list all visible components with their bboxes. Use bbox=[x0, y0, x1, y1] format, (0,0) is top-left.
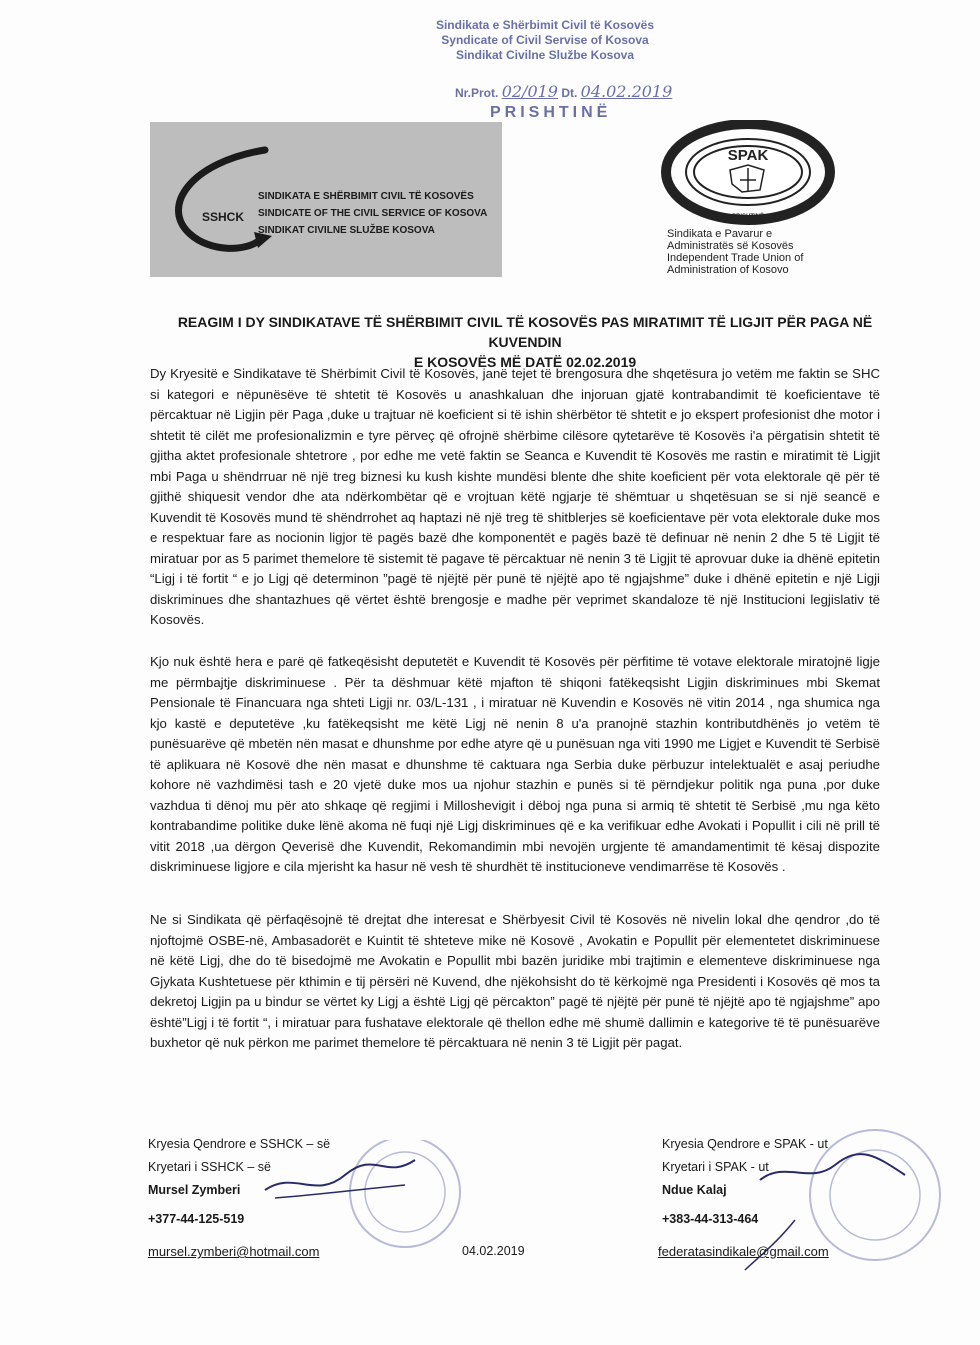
sig-right-phone: +383-44-313-464 bbox=[662, 1212, 759, 1226]
paragraph-1: Dy Kryesitë e Sindikatave të Shërbimit Civil të Kosovës, janë tejet të brengosura dhe shqetësura jo vetëm me faktin se SHC si kategori e nëpunësëve të shtetit të Kosovës u anashkaluan dhe injoruan gjatë kontrabandimit të koeficientave të përcaktuar në Ligjin për Paga ,duke u trajtuar në koeficient si të ishin shërbëtor të shtetit e jo ekspert profesionist dhe motor i shtetit të cilët me profesionalizmin e tyre përveç që ofrojnë shërbime cilësore qytetarëve të Kosovës i'a përgatisin shtetit të gjitha aktet profesionale shtetrore , por edhe me vetë faktin se Seanca e Kuvendit të Kosovës me rastin e miratimit të Ligjit mbi Paga u shëndrruar në një treg biznesi ku kush kishte mundësi blente dhe shite koeficient për vota elektorale që për të gjithë shiquesit vendor dhe ata ndërkombëtar që e vrojtuan këtë ngjarje të shëmtuar u shqetësuan se si një seancë e Kuvendit të Kosovës mund të shëndrrohet aq haptazi në një treg të shitblerjes së koeficientave për vota elektorale duke mos e respektuar fare as nocionin ligjor të pagës bazë dhe komponentët e pagës bazë të definuar në nenin 2 dhe 5 të Ligjit të miratuar por as 5 parimet themelore të sistemit të pagave të përcaktuar në nenin 3 të Ligjit të aprovuar duke ia dhënë epitetin “Ligj i të fortit “ e jo Ligj që determinon ”pagë të njëjtë për punë të njëjtë apo të ngjajshme” duke i dhënë epitetin e një Ligji diskriminues dhe shantazhues që vërtet është brengosje e madhe për veprimet skandaloze të një Institucioni legjislativ të Kosovës. bbox=[150, 366, 880, 627]
sshck-line-2: SINDICATE OF THE CIVIL SERVICE OF KOSOVA bbox=[258, 208, 488, 219]
document-date: 04.02.2019 bbox=[462, 1244, 525, 1258]
spak-caption-3: Independent Trade Union of bbox=[667, 252, 804, 264]
sshck-name-lines bbox=[258, 188, 487, 239]
protocol-number bbox=[455, 82, 672, 101]
sig-left-name: Mursel Zymberi bbox=[148, 1183, 241, 1197]
sig-right-email[interactable]: federatasindikale@gmail.com bbox=[658, 1244, 829, 1259]
spak-city: PRISHTINË bbox=[731, 214, 765, 220]
paragraph-3: Ne si Sindikata që përfaqësojnë të drejtat dhe interesat e Shërbyesit Civil të Kosovës në nivelin lokal dhe qendror ,do të njoftojmë OSBE-në, Ambasadorët e Kuintit të shteteve mike në Kosovë , Avokatin e Popullit për elementetet diskriminuese në këtë Ligj, dhe do të bisedojmë me Avokatin e Popullit mbi bazën juridike mbi trajtimin e elementeve diskriminuese nga Gjykata Kushtetuese për kthimin e tij përsëri në Kuvend, dhe njëkohsisht do të kërkojmë nga Presidenti i Kosovës që mos ta dekretoj Ligjin pa u bindur se vërtet ky Ligj a është Ligj që përcakton” pagë të njëjtë për punë të njëjtë apo të ngjajshme” apo është”Ligj i të fortit “, i miratuar para fushatave elektorale që thellon edhe më shumë dallimin e kategorive të të punësuarëve buxhetor që nuk përkon me parimet themelore të përcaktuara në nenin 3 të Ligjit për pagat. bbox=[150, 912, 880, 1050]
sig-left-line-1: Kryesia Qendrore e SSHCK – së bbox=[148, 1137, 331, 1151]
sshck-logo bbox=[150, 122, 502, 277]
paragraph-2: Kjo nuk është hera e parë që fatkeqësisht deputetët e Kuvendit të Kosovës për përfitime të votave elektorale miratojnë ligje me përmbajtje diskriminuese . Për ta dëshmuar këtë mjafton të shiqoni fatëkeqsisht Ligjin diskriminues mbi Skemat Pensionale të Financuara nga shteti Ligji nr. 03/L-131 , i miratuar në Kuvendin e Kosovës në vitin 2014 , nga shumica nga kjo kastë e deputetëve ,ku fatëkeqsisht me këtë Ligj në nenin 8 u'a pranojnë stazhin kontributdhënës jo vetëm të punësuarëve që mbetën nën masat e dhunshme por edhe atyre që u punësuan nga viti 1990 me Ligjet e Kuvendit të Serbisë të aplikuara në Kosovë dhe nën masat e dhunshme të caktuara nga Serbia duke përbuzur intelektualët e asaj periudhe kohore në vazhdimësi tash e 20 vjetë duke mos ua njohur stazhin e punës si të përndjekur politik nga puna ,por duke vazhdua ti dënoj mu për ato shkaqe që regjimi i Milloshevigit i dëboj nga puna si armiq të shtetit të Serbisë ,mu nga këto kontrabandime politike duke lënë akoma në fuqi një Ligj diskriminues që e ka verifikuar edhe Avokati i Popullit i cili në prill të vitit 2018 ,ua dërgon Qeverisë dhe Kuvendit, Rekomandimin mbi nevojën urgjente të amandamentimit të kësaj dispozite diskriminuese ligjore e cila mjerisht ka hasur në vesh të shurdhët të institucioneve vendimarrëse të Kosovës . bbox=[150, 654, 880, 874]
spak-caption-1: Sindikata e Pavarur e bbox=[667, 228, 773, 240]
date-label: Dt. bbox=[561, 86, 578, 100]
sig-right-name: Ndue Kalaj bbox=[662, 1183, 727, 1197]
sig-left-phone: +377-44-125-519 bbox=[148, 1212, 245, 1226]
sig-right-line-2: Kryetari i SPAK - ut bbox=[662, 1160, 769, 1174]
stamp-line-1: Sindikata e Shërbimit Civil të Kosovës bbox=[435, 18, 655, 32]
sshck-line-3: SINDIKAT CIVILNE SLUŽBE KOSOVA bbox=[258, 225, 435, 236]
spak-caption bbox=[667, 228, 803, 276]
prot-date: 04.02.2019 bbox=[580, 82, 673, 101]
sig-right-line-1: Kryesia Qendrore e SPAK - ut bbox=[662, 1137, 828, 1151]
spak-emblem-icon bbox=[660, 120, 835, 228]
title-line-2: E KOSOVËS MË DATË 02.02.2019 bbox=[413, 354, 637, 370]
stamp-line-3: Sindikat Civilne Službe Kosova bbox=[455, 48, 635, 62]
sshck-abbr: SSHCK bbox=[202, 210, 245, 224]
spak-emblem-text: SPAK bbox=[727, 147, 769, 164]
title-line-1: REAGIM I DY SINDIKATAVE TË SHËRBIMIT CIVIL TË KOSOVËS PAS MIRATIMIT TË LIGJIT PËR PAGA NË KUVENDIN bbox=[177, 314, 873, 350]
spak-logo bbox=[660, 120, 835, 228]
sig-left-email[interactable]: mursel.zymberi@hotmail.com bbox=[148, 1244, 320, 1259]
prot-number: 02/019 bbox=[501, 82, 558, 101]
round-stamp-left-icon bbox=[255, 1140, 465, 1250]
sshck-line-1: SINDIKATA E SHËRBIMIT CIVIL TË KOSOVËS bbox=[258, 191, 474, 202]
prot-label: Nr.Prot. bbox=[455, 86, 499, 100]
spak-caption-4: Administration of Kosovo bbox=[667, 264, 789, 276]
stamp-line-2: Syndicate of Civil Servise of Kosova bbox=[441, 33, 649, 47]
stamp-city: PRISHTINË bbox=[490, 104, 612, 121]
registry-stamp bbox=[430, 18, 660, 63]
sig-left-line-2: Kryetari i SSHCK – së bbox=[148, 1160, 271, 1174]
document-title bbox=[160, 312, 890, 372]
spak-caption-2: Administratës së Kosovës bbox=[667, 240, 794, 252]
